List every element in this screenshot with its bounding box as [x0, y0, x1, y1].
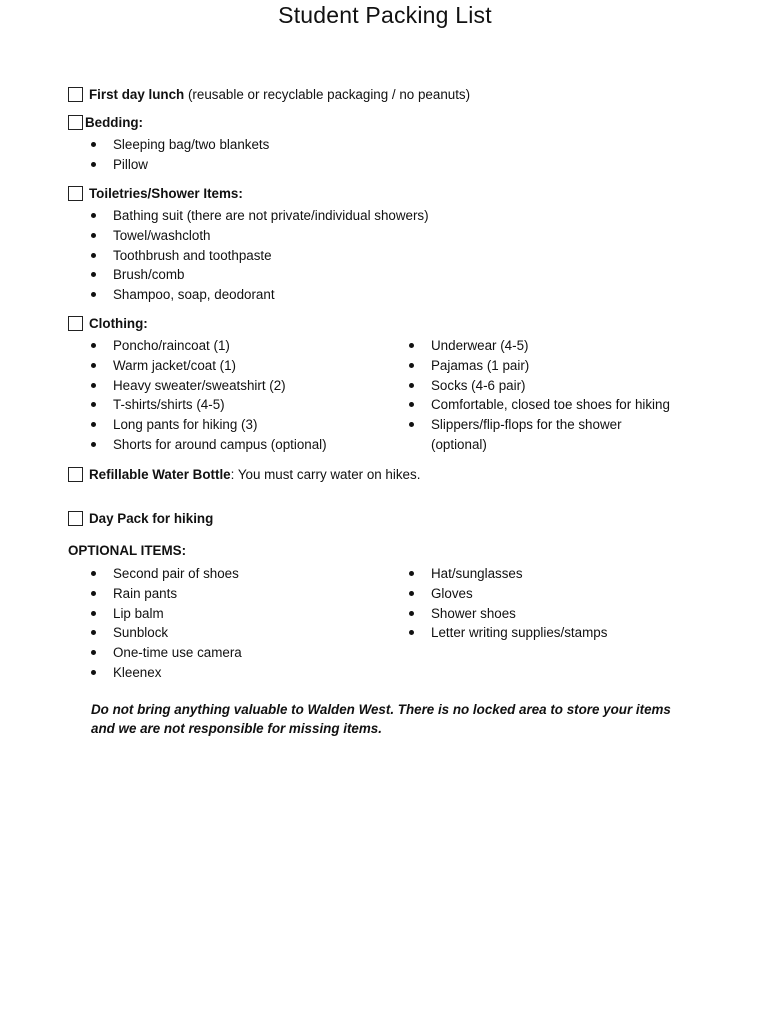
daypack-checkbox[interactable] [68, 511, 83, 526]
section-daypack [68, 508, 213, 528]
lunch-label: First day lunch [89, 86, 185, 102]
list-item: Shorts for around campus (optional) [68, 435, 386, 455]
list-item: Second pair of shoes [68, 564, 386, 584]
section-lunch [68, 84, 470, 104]
clothing-list-left [68, 336, 386, 455]
list-item: Brush/comb [68, 265, 429, 285]
list-item: Gloves [386, 584, 686, 604]
lunch-checkbox[interactable] [68, 87, 83, 102]
water-checkbox[interactable] [68, 467, 83, 482]
section-optional [68, 541, 686, 683]
list-item: T-shirts/shirts (4-5) [68, 395, 386, 415]
list-item: Lip balm [68, 604, 386, 624]
list-item: Heavy sweater/sweatshirt (2) [68, 376, 386, 396]
list-item: One-time use camera [68, 643, 386, 663]
list-item: Comfortable, closed toe shoes for hiking [386, 395, 686, 415]
list-item: Sleeping bag/two blankets [68, 135, 269, 155]
section-toiletries [68, 183, 429, 305]
list-item: Hat/sunglasses [386, 564, 686, 584]
toiletries-list [68, 206, 429, 305]
optional-list-right [386, 564, 686, 683]
list-item: Rain pants [68, 584, 386, 604]
list-item: Slippers/flip-flops for the shower (optional) [386, 415, 661, 455]
section-clothing [68, 313, 686, 455]
list-item: Shampoo, soap, deodorant [68, 285, 429, 305]
list-item: Long pants for hiking (3) [68, 415, 386, 435]
lunch-note: (reusable or recyclable packaging / no peanuts) [184, 86, 471, 102]
water-note: : You must carry water on hikes. [230, 466, 421, 482]
valuables-notice: Do not bring anything valuable to Walden West. There is no locked area to store your items and we are not responsible for missing items. [91, 702, 671, 736]
clothing-label: Clothing: [89, 315, 148, 331]
list-item: Toothbrush and toothpaste [68, 246, 429, 266]
list-item: Socks (4-6 pair) [386, 376, 686, 396]
list-item: Letter writing supplies/stamps [386, 623, 686, 643]
section-water [68, 464, 420, 484]
list-item: Underwear (4-5) [386, 336, 686, 356]
clothing-checkbox[interactable] [68, 316, 83, 331]
page-title: Student Packing List [278, 2, 492, 28]
toiletries-checkbox[interactable] [68, 186, 83, 201]
optional-label: OPTIONAL ITEMS: [68, 543, 187, 558]
list-item: Towel/washcloth [68, 226, 429, 246]
toiletries-label: Toiletries/Shower Items: [89, 185, 243, 201]
daypack-label: Day Pack for hiking [89, 510, 214, 526]
list-item: Kleenex [68, 663, 386, 683]
list-item: Sunblock [68, 623, 386, 643]
list-item: Bathing suit (there are not private/individual showers) [68, 206, 429, 226]
list-item: Warm jacket/coat (1) [68, 356, 386, 376]
list-item: Pillow [68, 155, 269, 175]
list-item: Shower shoes [386, 604, 686, 624]
bedding-list [68, 135, 269, 175]
bedding-checkbox[interactable] [68, 115, 83, 130]
section-bedding [68, 112, 269, 175]
optional-list-left [68, 564, 386, 683]
list-item: Poncho/raincoat (1) [68, 336, 386, 356]
water-label: Refillable Water Bottle [89, 466, 231, 482]
clothing-list-right [386, 336, 686, 455]
bedding-label: Bedding: [85, 114, 144, 130]
list-item: Pajamas (1 pair) [386, 356, 686, 376]
